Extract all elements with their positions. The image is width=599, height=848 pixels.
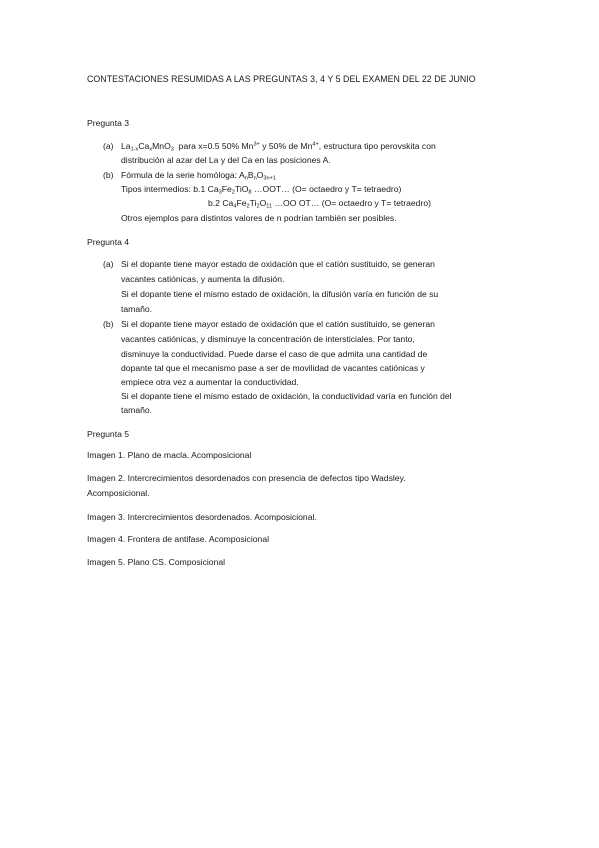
formula-subscript: 3: [218, 189, 222, 196]
formula-la: La: [121, 141, 131, 151]
q4-item-a-label: (a): [103, 259, 114, 269]
charge-superscript: 4+: [312, 141, 319, 148]
formula-subscript: 2: [256, 203, 260, 210]
q5-image-4: Imagen 4. Frontera de antifase. Acomposicional: [87, 534, 270, 544]
homologous-series-text: Fórmula de la serie homóloga: A: [121, 170, 245, 180]
b2-prefix: b.2 Ca: [208, 198, 234, 208]
q3-a-text: , estructura tipo perovskita con: [318, 141, 436, 151]
q4-item-b-line: disminuye la conductividad. Puede darse el caso de que admita una cantidad de: [121, 349, 428, 359]
q4-item-b-line: tamaño.: [121, 405, 153, 415]
formula-mno: MnO: [152, 141, 171, 151]
formula-b: B: [247, 170, 254, 180]
formula-subscript: 2: [246, 203, 250, 210]
formula-o: O: [256, 170, 264, 180]
q3-item-b-line-1: [121, 170, 276, 181]
q3-item-b-label: (b): [103, 170, 114, 180]
q3-item-b-other: Otros ejemplos para distintos valores de n podrían también ser posibles.: [121, 213, 397, 223]
q4-item-b-line: vacantes catiónicas, y disminuye la concentración de intersticiales. Por tanto,: [121, 334, 415, 344]
question-5-heading: Pregunta 5: [87, 429, 130, 439]
question-3-heading: Pregunta 3: [87, 118, 130, 128]
formula-ca: Ca: [138, 141, 150, 151]
q3-item-a-line-1: [121, 141, 436, 152]
b1-prefix: Tipos intermedios: b.1 Ca: [121, 184, 219, 194]
charge-superscript: 3+: [253, 141, 260, 148]
q5-image-3: Imagen 3. Intercrecimientos desordenados. Acomposicional.: [87, 512, 317, 522]
formula-ti: Ti: [249, 198, 257, 208]
q4-item-b-line: Si el dopante tiene el mismo estado de oxidación, la conductividad varía en función del: [121, 391, 452, 401]
q5-image-1: Imagen 1. Plano de macla. Acomposicional: [87, 450, 252, 460]
q4-item-b-line: empiece otra vez a aumentar la conductividad.: [121, 377, 299, 387]
formula-subscript: 4: [233, 203, 237, 210]
formula-subscript: n: [253, 175, 257, 182]
formula-fe: Fe: [221, 184, 232, 194]
formula-subscript: 3n+1: [263, 175, 277, 182]
q3-a-text: y 50% de Mn: [259, 141, 313, 151]
b1-tail: …OOT… (O= octaedro y T= tetraedro): [251, 184, 402, 194]
formula-subscript: 1-x: [130, 146, 139, 153]
formula-o: O: [259, 198, 267, 208]
formula-subscript: 2: [231, 189, 235, 196]
q4-item-b-line: dopante tal que el mecanismo pase a ser de movilidad de vacantes catiónicas y: [121, 363, 425, 373]
q4-item-b-line: Si el dopante tiene mayor estado de oxidación que el catión sustituido, se generan: [121, 319, 435, 329]
q3-item-b2: [208, 198, 431, 209]
q5-image-2-line-2: Acomposicional.: [87, 488, 150, 498]
q3-item-b1: [121, 184, 401, 195]
document-title: CONTESTACIONES RESUMIDAS A LAS PREGUNTAS 3, 4 Y 5 DEL EXAMEN DEL 22 DE JUNIO: [87, 74, 476, 84]
b2-tail: …OO OT… (O= octaedro y T= tetraedro): [272, 198, 431, 208]
q4-item-a-line: Si el dopante tiene el mismo estado de oxidación, la difusión varía en función de su: [121, 289, 439, 299]
formula-subscript: 11: [266, 203, 273, 210]
q3-a-text: para x=0.5 50% Mn: [178, 141, 254, 151]
q3-item-a-line-2: distribución al azar del La y del Ca en las posiciones A.: [121, 155, 331, 165]
question-4-heading: Pregunta 4: [87, 237, 130, 247]
formula-subscript: n: [244, 175, 248, 182]
q4-item-b-label: (b): [103, 319, 114, 329]
q3-item-a-label: (a): [103, 141, 114, 151]
q4-item-a-line: Si el dopante tiene mayor estado de oxidación que el catión sustituido, se generan: [121, 259, 435, 269]
formula-tio: TiO: [234, 184, 249, 194]
formula-subscript: 3: [170, 146, 174, 153]
formula-fe: Fe: [236, 198, 247, 208]
formula-subscript: 8: [248, 189, 252, 196]
formula-subscript: x: [149, 146, 153, 153]
q5-image-2-line-1: Imagen 2. Intercrecimientos desordenados con presencia de defectos tipo Wadsley.: [87, 473, 406, 483]
q5-image-5: Imagen 5. Plano CS. Composicional: [87, 557, 226, 567]
q4-item-a-line: vacantes catiónicas, y aumenta la difusión.: [121, 274, 285, 284]
q4-item-a-line: tamaño.: [121, 304, 153, 314]
